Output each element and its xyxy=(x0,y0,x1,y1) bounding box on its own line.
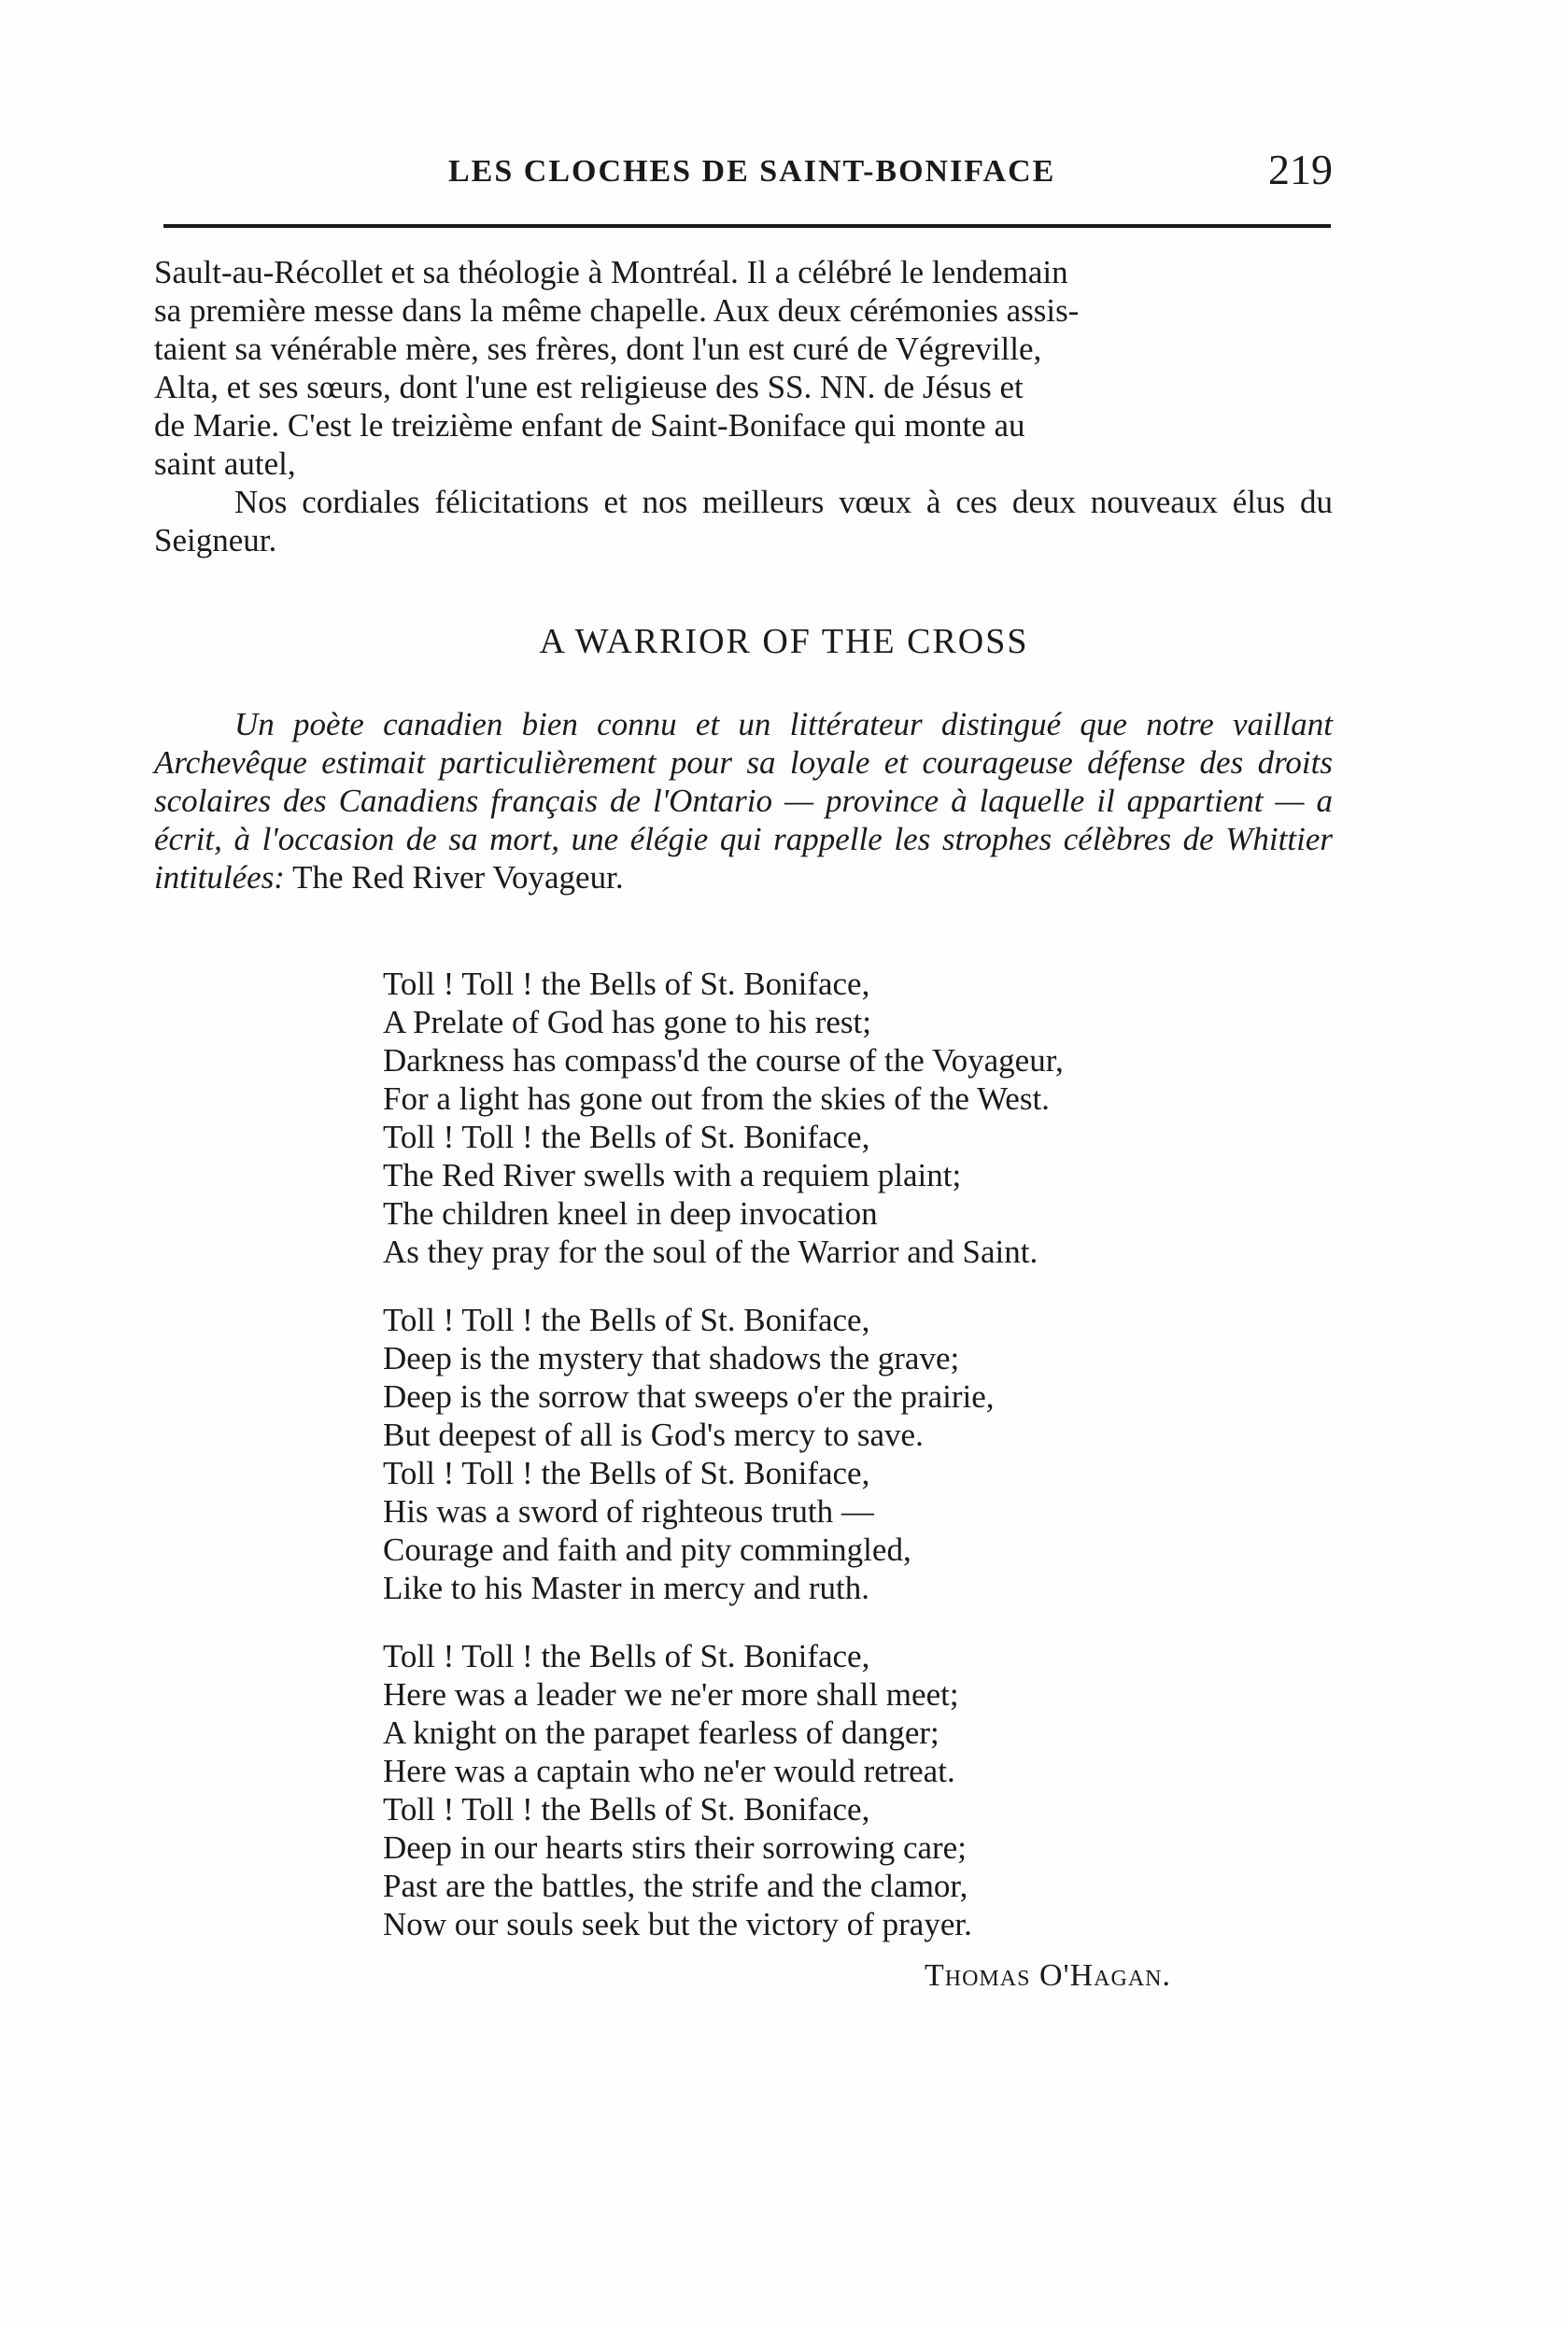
poem-line: Toll ! Toll ! the Bells of St. Boniface, xyxy=(383,1638,870,1674)
prose-line: sa première messe dans la même chapelle. Aux deux cérémonies assis- xyxy=(154,292,1080,329)
poem-stanza xyxy=(383,1301,1317,1607)
running-title: LES CLOCHES DE SAINT-BONIFACE xyxy=(448,154,1056,189)
poem-line: Now our souls seek but the victory of prayer. xyxy=(383,1906,972,1942)
page-number: 219 xyxy=(1268,146,1333,193)
prose-line: Sault-au-Récollet et sa théologie à Montréal. Il a célébré le lendemain xyxy=(154,254,1068,290)
section-intro xyxy=(154,705,1333,896)
poem-line: Toll ! Toll ! the Bells of St. Boniface, xyxy=(383,1455,870,1491)
poem-line: Toll ! Toll ! the Bells of St. Boniface, xyxy=(383,966,870,1002)
poem-line: Here was a captain who ne'er would retreat. xyxy=(383,1753,955,1789)
poem-line: For a light has gone out from the skies of the West. xyxy=(383,1080,1050,1117)
poem-line: His was a sword of righteous truth — xyxy=(383,1493,874,1530)
poem-line: Darkness has compass'd the course of the Voyageur, xyxy=(383,1042,1064,1079)
prose-line: taient sa vénérable mère, ses frères, dont l'un est curé de Végreville, xyxy=(154,331,1042,367)
poem-line: But deepest of all is God's mercy to save. xyxy=(383,1417,924,1453)
poem-line: Past are the battles, the strife and the clamor, xyxy=(383,1868,968,1904)
prose-line: saint autel, xyxy=(154,445,296,482)
intro-italic-text: Un poète canadien bien connu et un littérateur distingué que notre vaillant Archevêque estimait particulièrement pour sa loyale et courageuse défense des droits scolaires des Canadiens français de l'Ontario — province à laquelle il appartient — a écrit, à l'occasion de sa mort, une élégie qui rappelle les strophes célèbres de Whittier intitulées: xyxy=(154,706,1333,896)
paragraph-text: Nos cordiales félicitations et nos meilleurs vœux à ces deux nouveaux élus du Seigneur. xyxy=(154,484,1333,558)
poem-line: Deep is the mystery that shadows the grave; xyxy=(383,1340,960,1376)
poem-line: Deep in our hearts stirs their sorrowing care; xyxy=(383,1829,967,1866)
poem-line: The children kneel in deep invocation xyxy=(383,1195,878,1232)
intro-poem-reference: The Red River Voyageur. xyxy=(284,859,624,896)
poem-stanza xyxy=(383,965,1317,1271)
poem-line: Like to his Master in mercy and ruth. xyxy=(383,1570,869,1606)
prose-line: Alta, et ses sœurs, dont l'une est religieuse des SS. NN. de Jésus et xyxy=(154,369,1024,405)
section-title: A WARRIOR OF THE CROSS xyxy=(539,622,1029,661)
poem-line: Deep is the sorrow that sweeps o'er the prairie, xyxy=(383,1378,995,1415)
poem-line: A knight on the parapet fearless of danger; xyxy=(383,1715,939,1751)
poem-line: Courage and faith and pity commingled, xyxy=(383,1531,911,1568)
poem-author: Thomas O'Hagan. xyxy=(925,1958,1172,1993)
poem-stanza xyxy=(383,1637,1317,1943)
poem-line: A Prelate of God has gone to his rest; xyxy=(383,1004,871,1040)
poem-line: Toll ! Toll ! the Bells of St. Boniface, xyxy=(383,1119,870,1155)
poem-line: Toll ! Toll ! the Bells of St. Boniface, xyxy=(383,1791,870,1828)
paragraph-continued xyxy=(154,253,1333,483)
paragraph-congratulations xyxy=(154,483,1333,559)
poem-line: The Red River swells with a requiem plaint; xyxy=(383,1157,962,1193)
poem-line: Here was a leader we ne'er more shall meet; xyxy=(383,1676,959,1713)
header-rule xyxy=(163,224,1331,228)
prose-line: de Marie. C'est le treizième enfant de Saint-Boniface qui monte au xyxy=(154,407,1025,444)
poem-line: Toll ! Toll ! the Bells of St. Boniface, xyxy=(383,1302,870,1338)
poem-line: As they pray for the soul of the Warrior and Saint. xyxy=(383,1234,1038,1270)
